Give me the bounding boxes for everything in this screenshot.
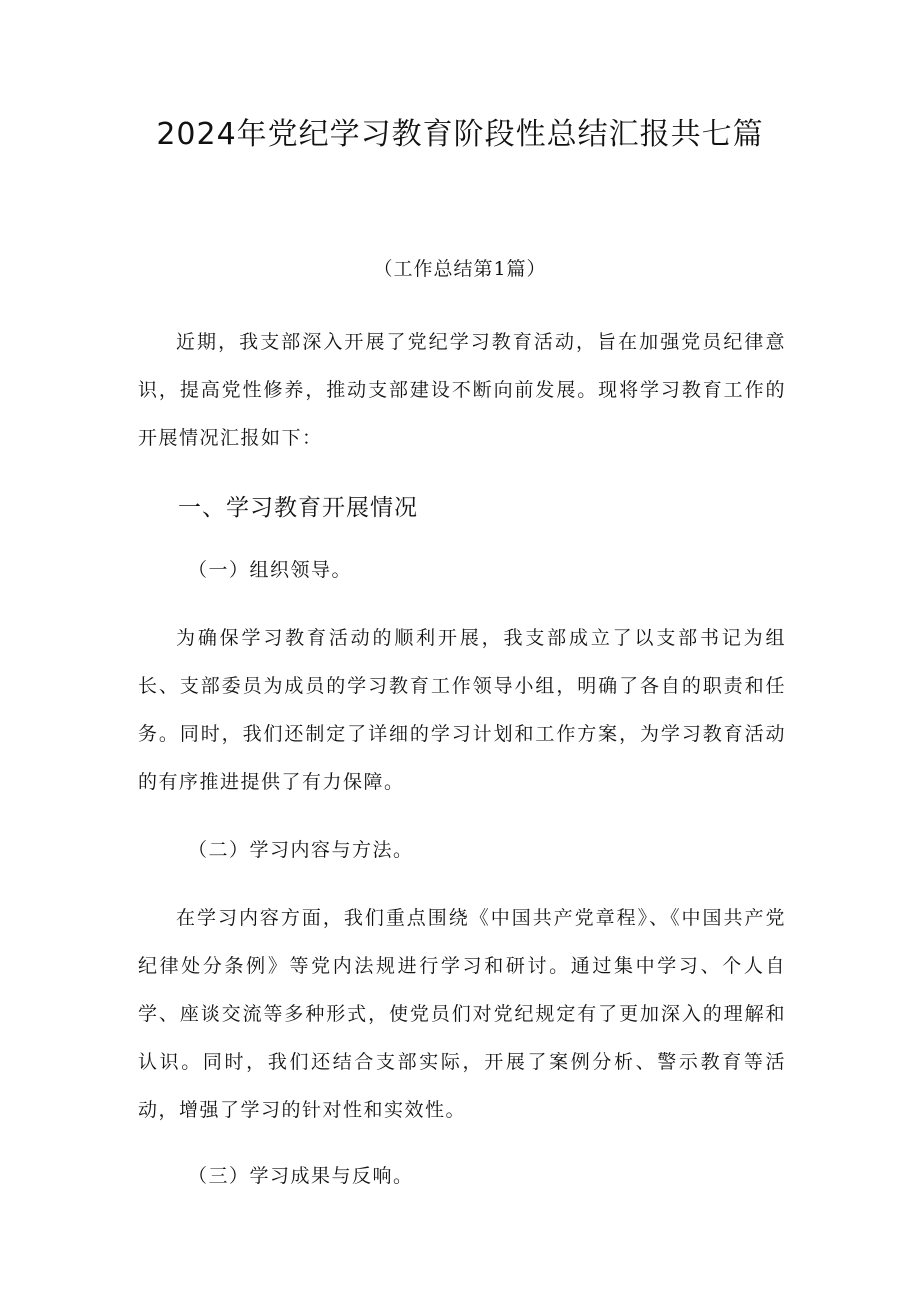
content-methods-paragraph: 在学习内容方面，我们重点围绕《中国共产党章程》、《中国共产党纪律处分条例》等党内法规进行学习和研讨。通过集中学习、个人自学、座谈交流等多种形式，使党员们对党纪规定有了更加深入的理解和认识。同时，我们还结合支部实际，开展了案例分析、警示教育等活动，增强了学习的针对性和实效性。 <box>138 907 786 1121</box>
document-title: 2024年党纪学习教育阶段性总结汇报共七篇 <box>156 117 764 152</box>
sub-heading-results: （三）学习成果与反响。 <box>188 1165 414 1187</box>
organization-paragraph: 为确保学习教育活动的顺利开展，我支部成立了以支部书记为组长、支部委员为成员的学习教育工作领导小组，明确了各自的职责和任务。同时，我们还制定了详细的学习计划和工作方案，为学习教育活动的有序推进提供了有力保障。 <box>138 627 786 793</box>
section-1-heading: 一、学习教育开展情况 <box>178 495 418 521</box>
sub-heading-content-methods: （二）学习内容与方法。 <box>188 839 414 861</box>
sub-heading-organization: （一）组织领导。 <box>188 559 353 581</box>
intro-paragraph: 近期，我支部深入开展了党纪学习教育活动，旨在加强党员纪律意识，提高党性修养，推动支部建设不断向前发展。现将学习教育工作的开展情况汇报如下： <box>138 331 786 449</box>
document-subtitle: （工作总结第1篇） <box>373 258 547 280</box>
